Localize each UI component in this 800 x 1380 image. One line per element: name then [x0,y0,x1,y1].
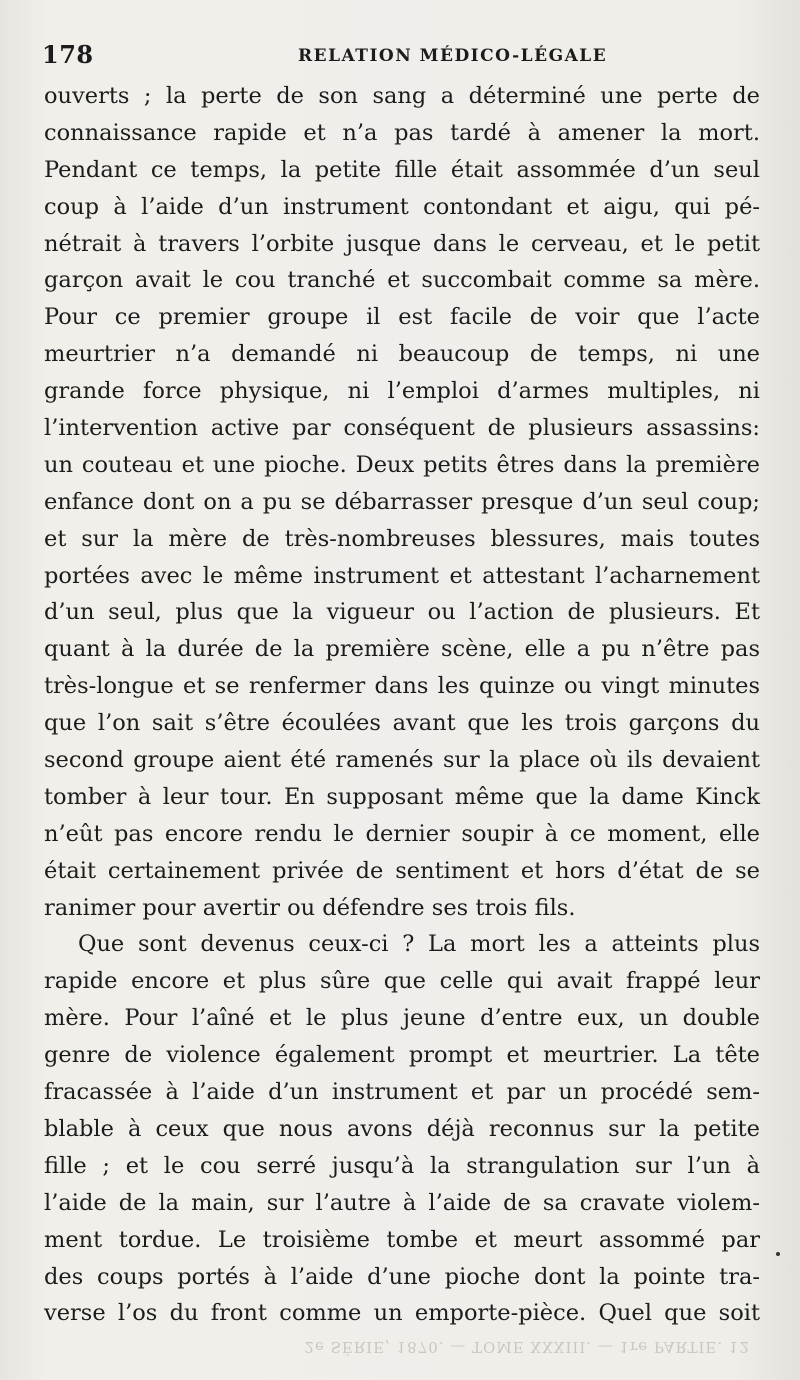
text-line: genre de violence également prompt et meurtrier. La tête [44,1042,760,1069]
text-line: quant à la durée de la première scène, elle a pu n’être pas [44,636,760,663]
text-line: portées avec le même instrument et attestant l’acharnement [44,562,760,589]
text-line: ouverts ; la perte de son sang a déterminé une perte de [44,83,760,109]
margin-speck [776,1252,780,1256]
text-line: était certainement privée de sentiment et hors d’état de se [44,857,760,884]
text-line: l’aide de la main, sur l’autre à l’aide de sa cravate violem- [44,1189,760,1216]
text-line: connaissance rapide et n’a pas tardé à amener la mort. [44,119,760,146]
text-line: un couteau et une pioche. Deux petits êtres dans la première [44,451,760,478]
text-line: verse l’os du front comme un emporte-pièce. Quel que soit [44,1300,760,1327]
text-line: rapide encore et plus sûre que celle qui avait frappé leur [44,968,760,995]
paragraph-end-line: ranimer pour avertir ou défendre ses trois fils. [44,894,576,921]
page-number: 178 [42,40,94,69]
show-through-footer: 2e SÉRIE, 1870. — TOME XXXIII. — 1re PARTIE. 12 [304,1338,750,1356]
text-line: Pour ce premier groupe il est facile de voir que l’acte [44,304,760,331]
text-line: que l’on sait s’être écoulées avant que les trois garçons du [44,710,760,737]
text-line: second groupe aient été ramenés sur la place où ils devaient [44,747,760,774]
page-header [40,40,760,72]
text-line: n’eût pas encore rendu le dernier soupir à ce moment, elle [44,820,760,847]
text-line: des coups portés à l’aide d’une pioche dont la pointe tra- [44,1263,760,1290]
text-line: fille ; et le cou serré jusqu’à la strangulation sur l’un à [44,1152,760,1179]
text-line: très-longue et se renfermer dans les quinze ou vingt minutes [44,673,760,700]
text-line: mère. Pour l’aîné et le plus jeune d’entre eux, un double [44,1005,760,1032]
text-line: nétrait à travers l’orbite jusque dans le cerveau, et le petit [44,230,760,257]
text-line: blable à ceux que nous avons déjà reconnus sur la petite [44,1115,760,1142]
text-line: ment tordue. Le troisième tombe et meurt assommé par [44,1226,760,1253]
text-line: coup à l’aide d’un instrument contondant et aigu, qui pé- [44,193,760,220]
text-line: d’un seul, plus que la vigueur ou l’action de plusieurs. Et [44,599,760,626]
text-line: enfance dont on a pu se débarrasser presque d’un seul coup; [44,488,760,515]
body-text [44,78,760,1332]
running-head: RELATION MÉDICO-LÉGALE [298,46,608,66]
text-line: meurtrier n’a demandé ni beaucoup de temps, ni une [44,341,760,368]
paragraph-start-line: Que sont devenus ceux-ci ? La mort les a atteints plus [78,931,760,958]
text-line: tomber à leur tour. En supposant même que la dame Kinck [44,783,760,810]
text-line: fracassée à l’aide d’un instrument et par un procédé sem- [44,1079,760,1106]
text-line: garçon avait le cou tranché et succombait comme sa mère. [44,267,760,294]
text-line: et sur la mère de très-nombreuses blessures, mais toutes [44,525,760,552]
text-line: l’intervention active par conséquent de plusieurs assassins: [44,415,760,442]
text-line: Pendant ce temps, la petite fille était assommée d’un seul [44,156,760,183]
text-line: grande force physique, ni l’emploi d’armes multiples, ni [44,378,760,405]
